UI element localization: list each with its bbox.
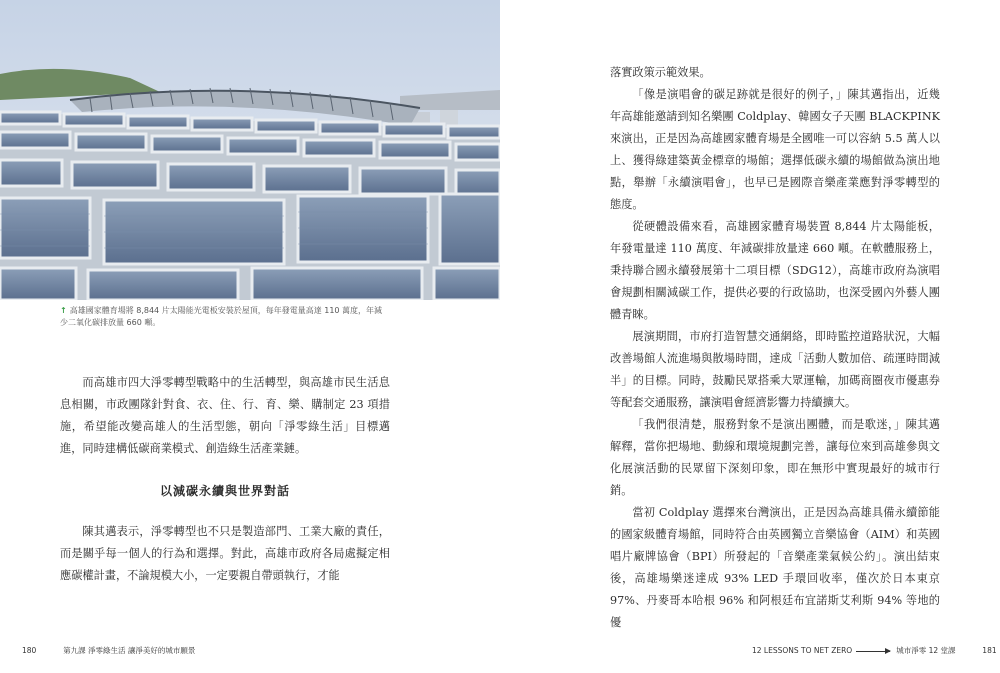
paragraph: 展演期間，市府打造智慧交通網絡，即時監控道路狀況，大幅改善場館人流進場與散場時間，達成「活動人數加倍、疏運時間減半」的目標。同時，鼓勵民眾搭乘大眾運輸，加碼商圈夜市優惠券等配套交通服務，讓演唱會經濟影響力持續擴大。: [610, 330, 940, 409]
section-title: 城市淨零 12 堂課: [896, 646, 956, 655]
right-page: [500, 0, 1000, 673]
caption-text: 高雄國家體育場將 8,844 片太陽能光電板安裝於屋頂，每年發電量高達 110 萬度，年減少二氧化碳排放量 660 噸。: [60, 306, 383, 327]
right-footer: [752, 645, 997, 656]
paragraph: 落實政策示範效果。: [610, 66, 711, 79]
photo-caption: [60, 305, 390, 329]
paragraph: 陳其邁表示，淨零轉型也不只是製造部門、工業大廠的責任，而是關乎每一個人的行為和選擇。對此，高雄市政府各局處擬定相應碳權計畫，不論規模大小，一定要親自帶頭執行，才能: [60, 525, 390, 582]
page-number: 180: [22, 646, 37, 655]
paragraph: 從硬體設備來看，高雄國家體育場裝置 8,844 片太陽能板，年發電量達 110 萬度、年減碳排放量達 660 噸。在軟體服務上，秉持聯合國永續發展第十二項目標（SDG12），高雄市政府為演唱會規劃相關減碳工作，提供必要的行政協助，也深受國內外藝人團體青睞。: [610, 220, 940, 321]
page-number: 181: [982, 646, 997, 655]
book-title: 12 LESSONS TO NET ZERO: [752, 646, 853, 655]
stadium-solar-roof-photo: [0, 0, 500, 300]
arrow-right-icon: [856, 651, 890, 652]
paragraph: 而高雄市四大淨零轉型戰略中的生活轉型，與高雄市民生活息息相關，市政團隊針對食、衣、住、行、育、樂、購制定 23 項措施，希望能改變高雄人的生活型態，朝向「淨零綠生活」目標邁進，同時建構低碳商業模式、創造綠生活產業鏈。: [60, 376, 390, 455]
left-text-column: [60, 372, 390, 587]
paragraph: 當初 Coldplay 選擇來台灣演出，正是因為高雄具備永續節能的國家級體育場館，同時符合由英國獨立音樂協會（AIM）和英國唱片廠牌協會（BPI）所發起的「音樂產業氣候公約」。演出結束後，高雄場樂迷達成 93% LED 手環回收率，僅次於日本東京 97%、丹麥哥本哈根 96% 和阿根廷布宜諾斯艾利斯 94% 等地的優: [610, 506, 940, 629]
chapter-title: 第九課 淨零綠生活 讓淨美好的城市願景: [63, 646, 196, 655]
right-text-column: [610, 62, 940, 634]
arrow-up-icon: ↑: [60, 306, 67, 315]
left-footer: [22, 645, 195, 656]
section-heading: 以減碳永續與世界對話: [159, 484, 290, 498]
paragraph: 「我們很清楚，服務對象不是演出團體，而是歌迷，」陳其邁解釋，當你把場地、動線和環境規劃完善，讓每位來到高雄參與文化展演活動的民眾留下深刻印象，即在無形中實現最好的城市行銷。: [610, 418, 940, 497]
paragraph: 「像是演唱會的碳足跡就是很好的例子，」陳其邁指出，近幾年高雄能邀請到知名樂團 Coldplay、韓國女子天團 BLACKPINK 來演出，正是因為高雄國家體育場是全國唯一可以容納 5.5 萬人以上、獲得綠建築黃金標章的場館；選擇低碳永續的場館做為演出地點，舉辦「永續演唱會」，也早已是國際音樂產業應對淨零轉型的態度。: [610, 88, 940, 211]
